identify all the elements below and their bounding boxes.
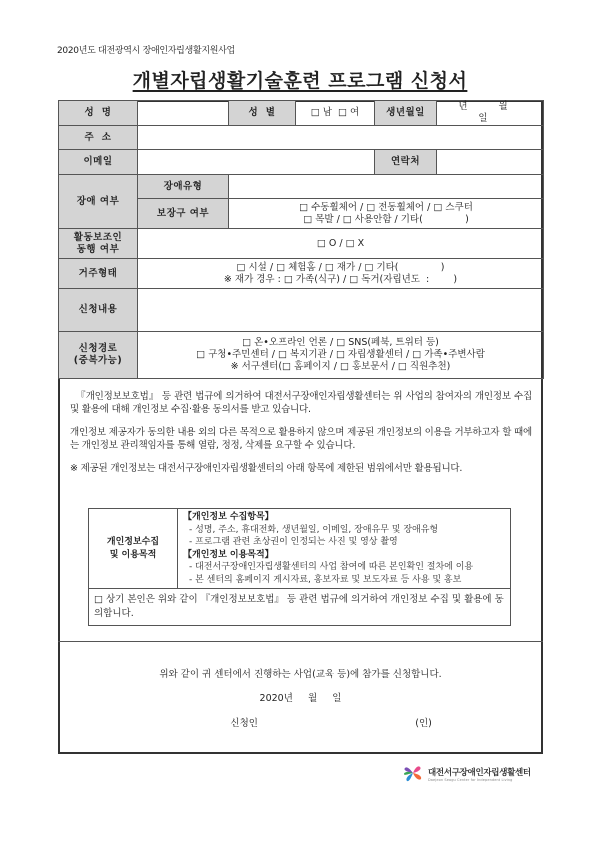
request-content-label: 신청내용	[59, 289, 138, 332]
contact-label: 연락처	[375, 150, 437, 175]
gender-label: 성 별	[229, 101, 296, 126]
name-label: 성 명	[59, 101, 138, 126]
application-route-label: 신청경로 (중복가능)	[59, 332, 138, 379]
collect-item: - 프로그램 관련 초상권이 인정되는 사진 및 영상 촬영	[189, 537, 398, 547]
assistant-label: 활동보조인 동행 여부	[59, 229, 138, 259]
organization-name-en: Daejeon Seogu Center for Independent Living	[428, 778, 513, 782]
address-field[interactable]	[138, 126, 544, 150]
name-field[interactable]	[138, 101, 229, 126]
privacy-purpose-label: 개인정보수집 및 이용목적	[89, 509, 178, 589]
collect-heading: 【개인정보 수집항목】	[183, 512, 274, 522]
assistive-line-1: □ 수동휠체어 / □ 전동휠체어 / □ 스쿠터	[299, 201, 473, 213]
consent-paragraph-3: ※ 제공된 개인정보는 대전서구장애인자립생활센터의 아래 항목에 제한된 범위에서만 활용됩니다.	[70, 463, 463, 474]
organization-name: 대전서구장애인자립생활센터	[428, 768, 531, 778]
assistive-device-options[interactable]	[229, 199, 544, 229]
use-item: - 본 센터의 홈페이지 게시자료, 홍보자료 및 보도자료 등 사용 및 홍보	[189, 574, 462, 585]
assistant-options[interactable]: □ O / □ X	[138, 229, 544, 259]
residence-line-2: ※ 재가 경우 : □ 가족(식구) / □ 독거(자립년도 : )	[223, 273, 458, 285]
disability-type-field[interactable]	[229, 175, 544, 199]
privacy-purpose-table	[88, 508, 511, 626]
consent-paragraph-2: 개인정보 제공자가 동의한 내용 외의 다른 목적으로 활용하지 않으며 제공된 개인정보의 이용을 거부하고자 할 때에는 개인정보 관리책임자를 통해 열람, 정정, 삭제를 요구할 수 있습니다.	[70, 427, 532, 451]
disability-type-label: 장애유형	[138, 175, 229, 199]
disability-label: 장애 여부	[59, 175, 138, 229]
organization-logo	[402, 763, 531, 785]
assistive-line-2: □ 목발 / □ 사용안함 / 기타( )	[303, 213, 469, 225]
applicant-label: 신청인	[230, 718, 258, 729]
seal-mark: (인)	[415, 718, 432, 729]
residence-label: 거주형태	[59, 259, 138, 289]
email-label: 이메일	[59, 150, 138, 175]
contact-field[interactable]	[437, 150, 544, 175]
residence-options[interactable]	[138, 259, 544, 289]
request-content-field[interactable]	[138, 289, 544, 332]
route-line-1: □ 온•오프라인 언론 / □ SNS(페북, 트위터 등)	[242, 337, 439, 348]
birth-field[interactable]: 년 월 일	[437, 101, 544, 126]
gender-options[interactable]: □ 남 □ 여	[296, 101, 375, 126]
application-date[interactable]: 2020년 월 일	[259, 693, 342, 704]
application-route-options[interactable]	[138, 332, 544, 379]
birth-label: 생년월일	[375, 101, 437, 126]
privacy-agree-checkbox[interactable]: □ 상기 본인은 위와 같이 『개인정보보호법』 등 관련 법규에 의거하여 개인정보 수집 및 활용에 동의합니다.	[89, 589, 511, 626]
consent-paragraph-1: 『개인정보보호법』 등 관련 법규에 의거하여 대전서구장애인자립생활센터는 위 사업의 참여자의 개인정보 수집 및 활용에 대해 개인정보 수집·활용 동의서를 받고 있습니다.	[70, 391, 532, 415]
collect-item: - 성명, 주소, 휴대전화, 생년월일, 이메일, 장애유무 및 장애유형	[189, 524, 439, 535]
address-label: 주 소	[59, 126, 138, 150]
residence-line-1: □ 시설 / □ 체험홈 / □ 재가 / □ 기타( )	[236, 261, 445, 273]
route-line-3: ※ 서구센터(□ 홈페이지 / □ 홍보문서 / □ 직원추천)	[230, 361, 451, 372]
privacy-purpose-body	[178, 509, 511, 589]
applicant-signature-line[interactable]	[58, 715, 543, 729]
email-field[interactable]	[138, 150, 375, 175]
program-note: 2020년도 대전광역시 장애인자립생활지원사업	[57, 46, 235, 56]
assistive-device-label: 보장구 여부	[138, 199, 229, 229]
use-item: - 대전서구장애인자립생활센터의 사업 참여에 따른 본인확인 절차에 이용	[189, 562, 474, 572]
application-form-table	[58, 100, 544, 379]
clover-logo-icon	[402, 763, 424, 785]
use-heading: 【개인정보 이용목적】	[183, 549, 274, 560]
document-title: 개별자립생활기술훈련 프로그램 신청서	[132, 70, 468, 92]
application-statement: 위와 같이 귀 센터에서 진행하는 사업(교육 등)에 참가를 신청합니다.	[159, 669, 442, 680]
consent-notice	[70, 390, 532, 485]
route-line-2: □ 구청•주민센터 / □ 복지기관 / □ 자립생활센터 / □ 가족•주변사람	[196, 349, 485, 360]
section-divider	[58, 641, 543, 642]
